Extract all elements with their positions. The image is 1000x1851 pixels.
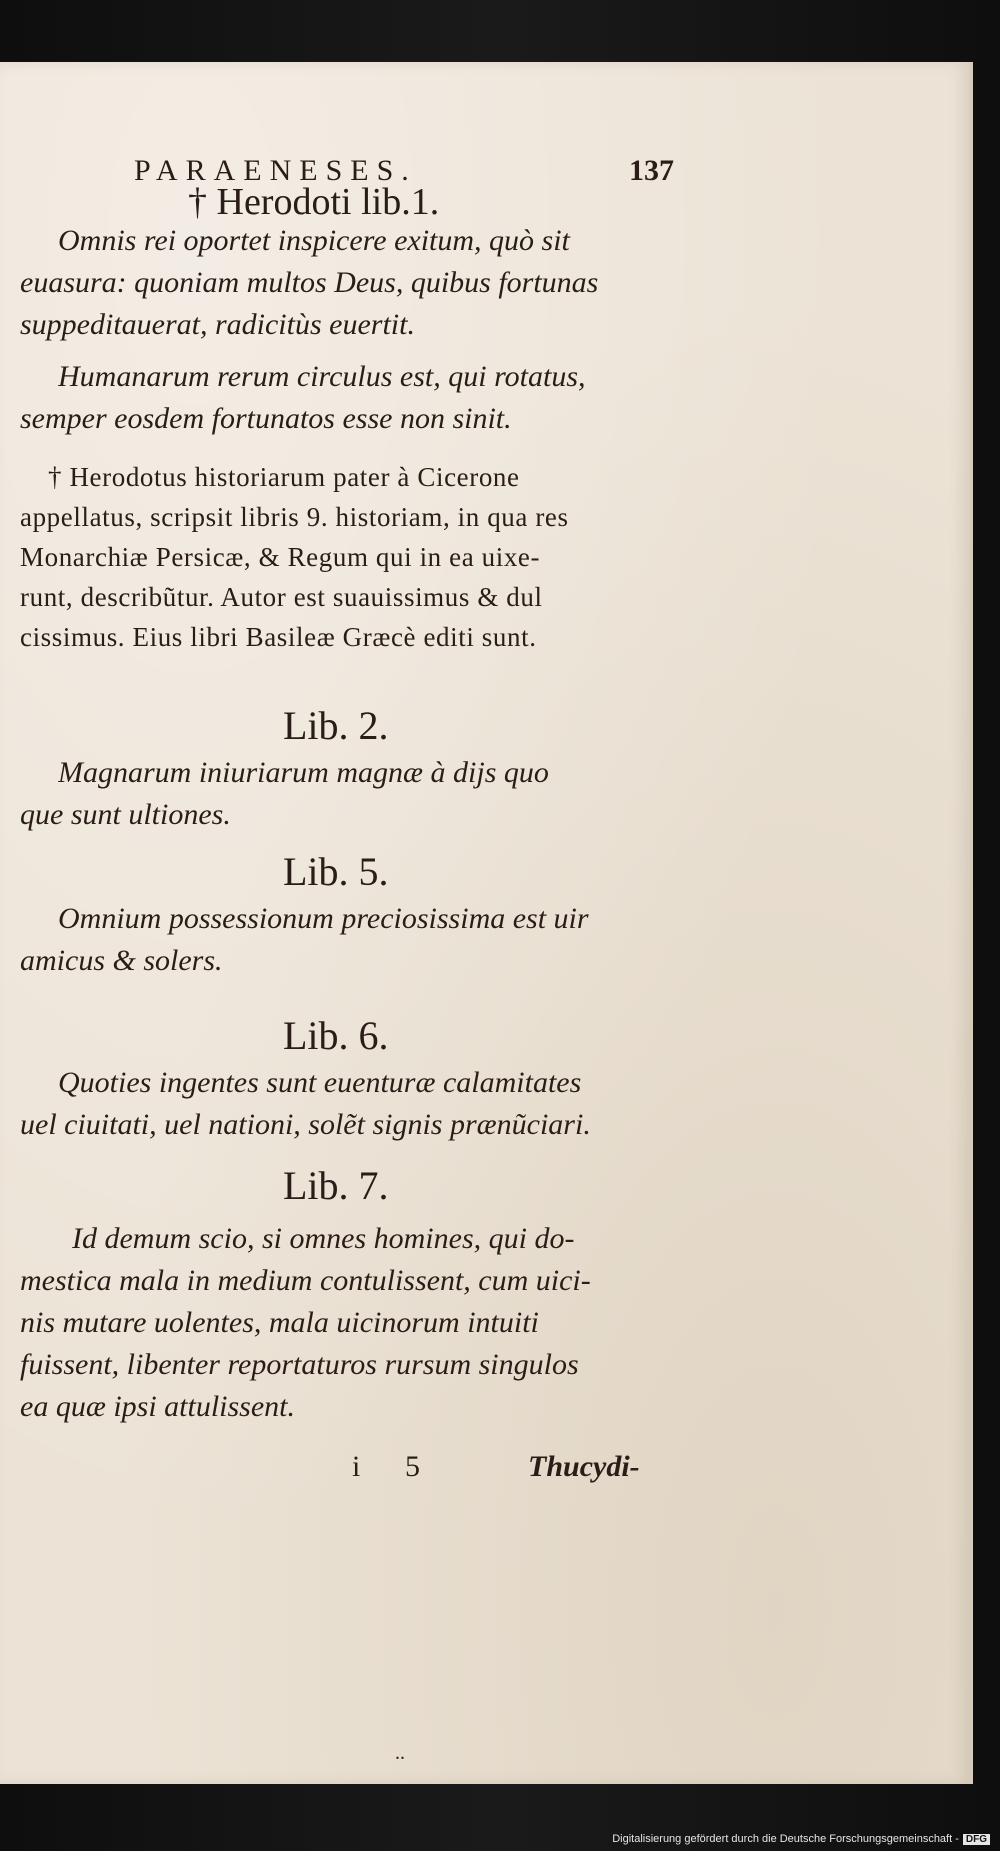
lib5-line-1: Omnium possessionum preciosissima est uir (58, 902, 589, 935)
heading-lib-5: Lib. 5. (283, 849, 389, 894)
signature-number: 5 (405, 1450, 420, 1483)
quote2-line-2: semper eosdem fortunatos esse non sinit. (20, 402, 512, 435)
lib6-line-2: uel ciuitati, uel nationi, solẽt signis prænũciari. (20, 1108, 591, 1141)
bottom-mark: .. (395, 1742, 405, 1764)
section-heading-herodoti: † Herodoti lib.1. (188, 181, 440, 223)
signature-letter: i (352, 1450, 361, 1483)
footer-text: Digitalisierung gefördert durch die Deutsche Forschungsgemeinschaft - (612, 1833, 959, 1845)
heading-lib-6: Lib. 6. (283, 1013, 389, 1058)
page-number: 137 (629, 154, 674, 187)
catchword: Thucydi- (528, 1450, 640, 1483)
note-line-4: runt, describũtur. Autor est suauissimus & dul (20, 582, 543, 612)
quote1-line-3: suppeditauerat, radicitùs euertit. (20, 308, 415, 341)
lib7-line-1: Id demum scio, si omnes homines, qui do- (72, 1222, 575, 1255)
running-title: PARAENESES. (134, 154, 417, 187)
note-line-3: Monarchiæ Persicæ, & Regum qui in ea uixe- (20, 542, 541, 572)
quote2-line-1: Humanarum rerum circulus est, qui rotatus, (58, 360, 586, 393)
note-line-1: † Herodotus historiarum pater à Cicerone (48, 462, 520, 492)
quote1-line-1: Omnis rei oportet inspicere exitum, quò sit (58, 224, 570, 257)
book-page (0, 62, 973, 1784)
lib7-line-5: ea quæ ipsi attulissent. (20, 1390, 296, 1423)
lib2-line-1: Magnarum iniuriarum magnæ à dijs quo (58, 756, 549, 789)
digitization-footer (612, 1833, 990, 1845)
lib5-line-2: amicus & solers. (20, 944, 223, 977)
lib2-line-2: que sunt ultiones. (20, 798, 231, 831)
heading-lib-2: Lib. 2. (283, 703, 389, 748)
lib7-line-2: mestica mala in medium contulissent, cum uici- (20, 1264, 591, 1297)
dfg-logo: DFG (963, 1834, 990, 1845)
heading-lib-7: Lib. 7. (283, 1163, 389, 1208)
lib6-line-1: Quoties ingentes sunt euenturæ calamitates (58, 1066, 582, 1099)
note-line-2: appellatus, scripsit libris 9. historiam, in qua res (20, 502, 569, 532)
lib7-line-3: nis mutare uolentes, mala uicinorum intuiti (20, 1306, 539, 1339)
lib7-line-4: fuissent, libenter reportaturos rursum singulos (20, 1348, 579, 1381)
note-line-5: cissimus. Eius libri Basileæ Græcè editi sunt. (20, 622, 537, 652)
quote1-line-2: euasura: quoniam multos Deus, quibus fortunas (20, 266, 599, 299)
